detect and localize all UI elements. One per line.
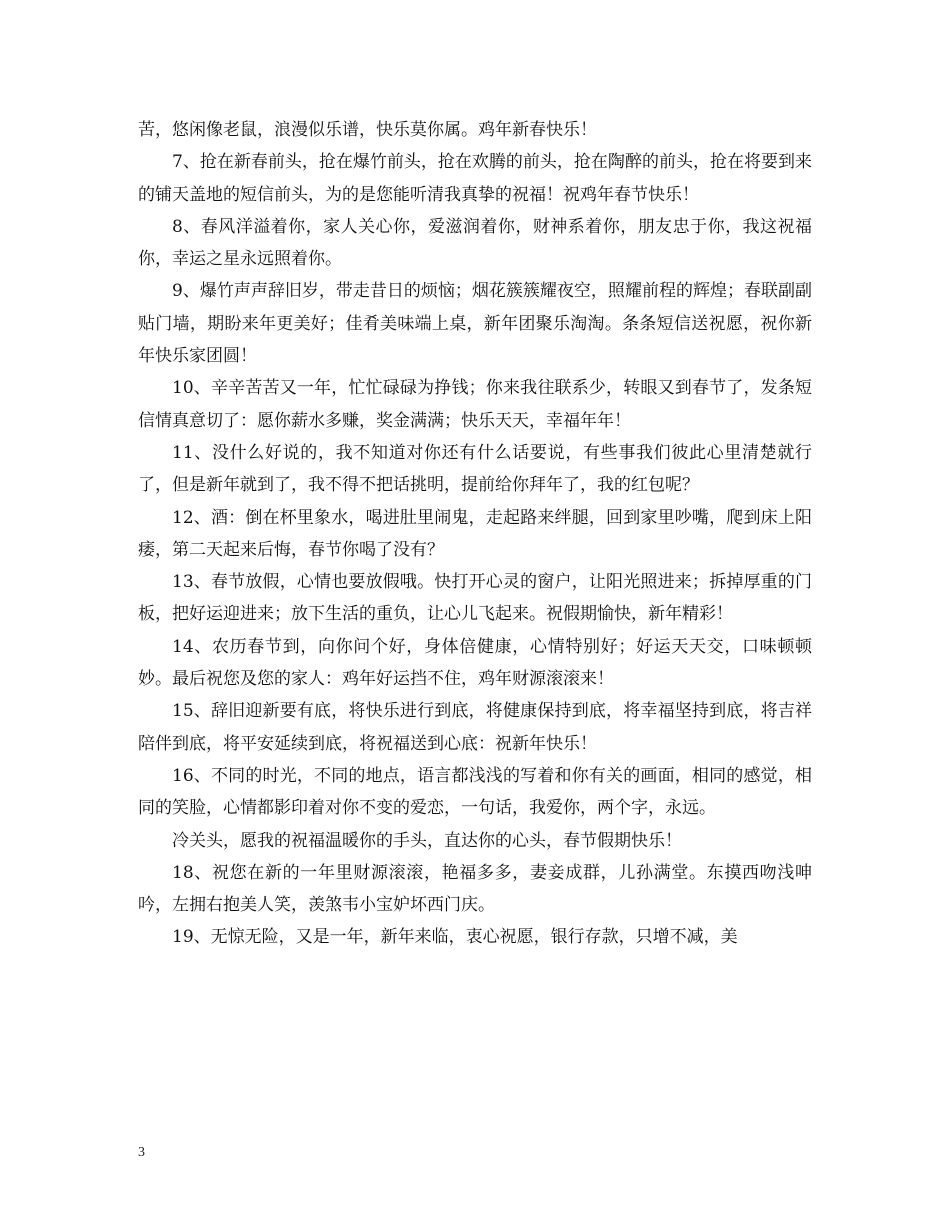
paragraph: 15、辞旧迎新要有底，将快乐进行到底，将健康保持到底，将幸福坚持到底，将吉祥陪伴到底，将平安延续到底，将祝福送到心底：祝新年快乐！ [138, 701, 812, 754]
paragraph: 13、春节放假，心情也要放假哦。快打开心灵的窗户，让阳光照进来；拆掉厚重的门板，把好运迎进来；放下生活的重负，让心儿飞起来。祝假期愉快，新年精彩！ [138, 572, 812, 625]
paragraph: 7、抢在新春前头，抢在爆竹前头，抢在欢腾的前头，抢在陶醉的前头，抢在将要到来的铺天盖地的短信前头，为的是您能听清我真挚的祝福！祝鸡年春节快乐！ [138, 152, 812, 205]
document-body [138, 114, 812, 954]
paragraph: 14、农历春节到，向你问个好，身体倍健康，心情特别好；好运天天交，口味顿顿妙。最后祝您及您的家人：鸡年好运挡不住，鸡年财源滚滚来！ [138, 636, 812, 690]
paragraph: 12、酒：倒在杯里象水，喝进肚里闹鬼，走起路来绊腿，回到家里吵嘴，爬到床上阳痿，第二天起来后悔，春节你喝了没有？ [138, 507, 812, 560]
paragraph: 16、不同的时光，不同的地点，语言都浅浅的写着和你有关的画面，相同的感觉，相同的笑脸，心情都影印着对你不变的爱恋，一句话，我爱你，两个字，永远。 [138, 765, 812, 819]
paragraph: 11、没什么好说的，我不知道对你还有什么话要说，有些事我们彼此心里清楚就行了，但是新年就到了，我不得不把话挑明，提前给你拜年了，我的红包呢？ [138, 442, 812, 496]
paragraph: 苦，悠闲像老鼠，浪漫似乐谱，快乐莫你属。鸡年新春快乐！ [138, 120, 597, 140]
paragraph: 冷关头，愿我的祝福温暖你的手头，直达你的心头，春节假期快乐！ [172, 830, 682, 851]
page-number: 3 [138, 1145, 145, 1160]
paragraph: 18、祝您在新的一年里财源滚滚，艳福多多，妻妾成群，儿孙满堂。东摸西吻浅呻吟，左拥右抱美人笑，羡煞韦小宝妒坏西门庆。 [138, 862, 812, 916]
paragraph: 10、辛辛苦苦又一年，忙忙碌碌为挣钱；你来我往联系少，转眼又到春节了，发条短信情真意切了：愿你薪水多赚，奖金满满；快乐天天，幸福年年！ [138, 378, 812, 431]
paragraph: 19、无惊无险，又是一年，新年来临，衷心祝愿，银行存款，只增不减，美 [172, 927, 738, 948]
paragraph: 9、爆竹声声辞旧岁，带走昔日的烦恼；烟花簇簇耀夜空，照耀前程的辉煌；春联副副贴门墙，期盼来年更美好；佳肴美味端上桌，新年团聚乐淘淘。条条短信送祝愿，祝你新年快乐家团圆！ [138, 281, 812, 367]
paragraph: 8、春风洋溢着你，家人关心你，爱滋润着你，财神系着你，朋友忠于你，我这祝福你，幸运之星永远照着你。 [138, 216, 812, 270]
